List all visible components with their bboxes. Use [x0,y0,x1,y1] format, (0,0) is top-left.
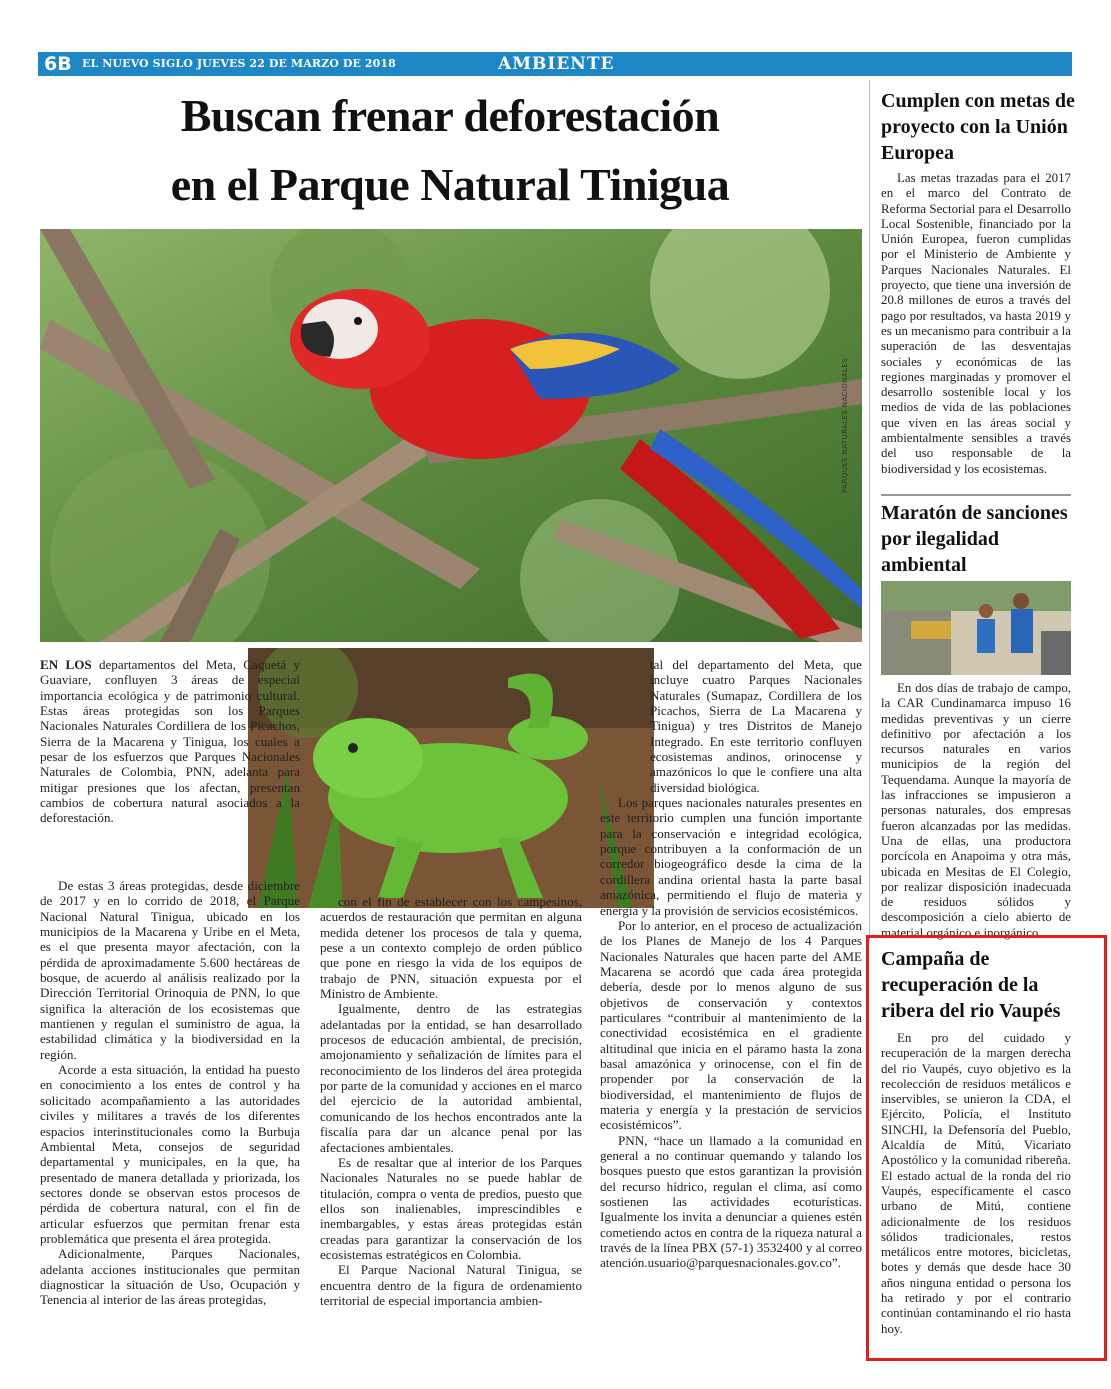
page-number: 6B [44,53,72,75]
article-column-1 [40,657,300,826]
section-name: AMBIENTE [498,54,615,74]
side-story-3-headline: Campaña de recuperación de la ribera del rio Vaupés [881,948,1061,1022]
article-paragraph: Acorde a esta situación, la entidad ha puesto en conocimiento a los entes de control y ha solicitado acompañamiento a las autoridades civiles y militares a través de los diferentes espacios interinstitucionales como la Burbuja Ambiental Meta, consejos de seguridad departamental y municipales, en la que, ha presentado de manera detallada y priorizada, los sectores donde se observan estos procesos de pérdida de cobertura natural, con el fin de articular esfuerzos que permitan frenar esta problemática que presenta el área protegida. [40,1062,300,1246]
publication-line: EL NUEVO SIGLO JUEVES 22 DE MARZO DE 2018 [82,57,396,70]
article-column-2 [320,894,582,1308]
side-story-1-headline: Cumplen con metas de proyecto con la Unión Europea [881,90,1075,164]
main-headline-line-2: en el Parque Natural Tinigua [170,159,730,210]
article-paragraph: Es de resaltar que al interior de los Parques Nacionales Naturales no se puede hablar de titulación, compra o venta de predios, puesto que ellos son inalienables, imprescindibles e inembargables, y estas áreas protegidas están creadas para garantizar la conservación de los ecosistemas estratégicos en Colombia. [320,1154,582,1262]
article-paragraph: El Parque Nacional Natural Tinigua, se encuentra dentro de la figura de ordenamiento territorial de especial importancia ambien- [320,1262,582,1308]
side-story-2-headline: Maratón de sanciones por ilegalidad ambiental [881,502,1068,576]
article-column-3 [600,657,862,1271]
field-work-photo [881,581,1071,675]
macaw-photo [40,229,862,642]
side-story-2-body: En dos días de trabajo de campo, la CAR Cundinamarca impuso 16 medidas preventivas y un cierre definitivo por afectación a los recursos naturales en varios municipios de la región del Tequendama. Aunque la mayoría de las infracciones se impusieron a personas naturales, dos empresas fueron alcanzadas por las medidas. Una de ellas, una productora porcícola en Anapoima y otra más, ubicada en Mesitas de El Colegio, por realizar disposición inadecuada de residuos sólidos y descomposición a cielo abierto de material orgánico e inorgánico. [881,681,1071,940]
column-divider [869,80,870,940]
article-paragraph: tal del departamento del Meta, que incluye cuatro Parques Nacionales Naturales (Sumapaz, Cordillera de los Picachos, Sierra de La Macarena y Tinigua) y tres Distritos de Manejo Integrado. En este territorio confluyen ecosistemas andinos, orinocense y amazónicos lo que le confiere una alta diversidad biológica. [650,657,862,795]
article-paragraph: EN LOS departamentos del Meta, Caquetá y Guaviare, confluyen 3 áreas de especial importancia ecológica y de patrimonio cultural. Estas áreas protegidas son los Parques Nacionales Naturales Cordillera de los Picachos, Sierra de la Macarena y Tinigua, los cuales a pesar de los esfuerzos que Parques Nacionales Naturales de Colombia, PNN, adelanta para mitigar presiones que los afectan, presentan cambios de cobertura natural asociados a la deforestación. [40,657,300,826]
article-paragraph: De estas 3 áreas protegidas, desde diciembre de 2017 y en lo corrido de 2018, el Parque Nacional Natural Tinigua, ubicado en los municipios de la Macarena y Uribe en el Meta, es el que presenta mayor afectación, con la pérdida de aproximadamente 5.600 hectáreas de bosque, de acuerdo al análisis realizado por la Dirección Territorial Orinoquia de PNN, lo que significa la alteración de los ecosistemas que mantienen y regulan el suministro de agua, la estabilidad climática y la biodiversidad en la región. [40,878,300,1062]
article-paragraph: Los parques nacionales naturales presentes en este territorio cumplen una función importante para la conservación e integridad ecológica, porque contribuyen a la conformación de un corredor biogeográfico desde la cima de la cordillera andina oriental hasta la parte basal amazónica, permitiendo el flujo de materia y energía y la provisión de servicios ecosistémicos. [600,795,862,918]
side-story-3-body: En pro del cuidado y recuperación de la margen derecha del rio Vaupés, cuyo objetivo es la recolección de residuos metálicos e inservibles, se unieron la CDA, el Ejército, Policía, el Instituto SINCHI, la Defensoría del Pueblo, Alcaldía de Mitú, Vicariato Apostólico y la comunidad ribereña. El estado actual de la ronda del rio Vaupés, específicamente el casco urbano de Mitú, contiene adicionalmente de los residuos sólidos tradicionales, restos metálicos entre motores, bicicletas, botes y demás que desde hace 30 años ninguna entidad o persona los ha retirado y por el contrario continúan contaminando el rio hasta hoy. [881,1031,1071,1336]
article-paragraph: Por lo anterior, en el proceso de actualización de los Planes de Manejo de los 4 Parques Nacionales Naturales que hacen parte del AME Macarena se acordó que cada área protegida debería, desde por lo menos alguno de sus objetivos de conservación y contextos particulares “contribuir al mantenimiento de la conectividad ecosistémica en el gradiente altitudinal que inicia en el páramo hasta la zona basal amazónica y orinocense, con el fin de propender por la conservación de la biodiversidad, el mantenimiento de flujos de materia y energía y la prestación de servicios ecosistémicos”. [600,917,862,1133]
side-story-1-body: Las metas trazadas para el 2017 en el marco del Contrato de Reforma Sectorial para el Desarrollo Local Sostenible, financiado por la Unión Europea, fueron cumplidas por el Ministerio de Ambiente y Parques Nacionales Naturales. El proyecto, que tiene una inversión de 20.8 millones de euros a través del pago por resultados, va hasta 2019 y es un mecanismo para contribuir a la superación de las desventajas sociales y económicas de las regiones marginadas y promover el desarrollo sostenible local y los medios de vida de las poblaciones que viven en las áreas social y ambientalmente sensibles a través del uso responsable de la biodiversidad y los ecosistemas. [881,171,1071,476]
iguana-photo [248,648,654,908]
article-paragraph: con el fin de establecer con los campesinos, acuerdos de restauración que permitan en alguna medida detener los procesos de tala y quema, pese a un contexto complejo de orden público que pone en riesgo la vida de los equipos de trabajo de PNN, situación expuesta por el Ministro de Ambiente. [320,894,582,1002]
page-header-bar [38,52,1072,76]
photo-credit: PARQUES NATURALES NACIONALES [841,358,849,493]
side-divider [881,494,1071,496]
article-paragraph: Igualmente, dentro de las estrategias adelantadas por la entidad, se han desarrollado procesos de educación ambiental, de precisión, amojonamiento y señalización de límites para el reconocimiento de los linderos del área protegida por parte de la comunidad y acciones en el marco del ejercicio de la autoridad ambiental, comunicando de los hechos encontrados ante la fiscalía para dar un alcance penal por las afectaciones ambientales. [320,1001,582,1155]
article-column-1-continued [40,878,300,1308]
main-headline-line-1: Buscan frenar deforestación [180,90,720,141]
article-paragraph: PNN, “hace un llamado a la comunidad en general a no continuar quemando y talando los bosques puesto que estos garantizan la provisión del recurso hídrico, regulan el clima, así como sostienen las actividades ecoturísticas. Igualmente los invita a denunciar a quienes estén cometiendo actos en contra de la riqueza natural a través de la línea PBX (57-1) 3532400 y al correo atención.usuario@parquesnacionales.gov.co”. [600,1132,862,1271]
lead-words: EN LOS [40,657,92,672]
article-paragraph: Adicionalmente, Parques Nacionales, adelanta acciones institucionales que permitan diagnosticar la situación de Uso, Ocupación y Tenencia al interior de las áreas protegidas, [40,1246,300,1308]
